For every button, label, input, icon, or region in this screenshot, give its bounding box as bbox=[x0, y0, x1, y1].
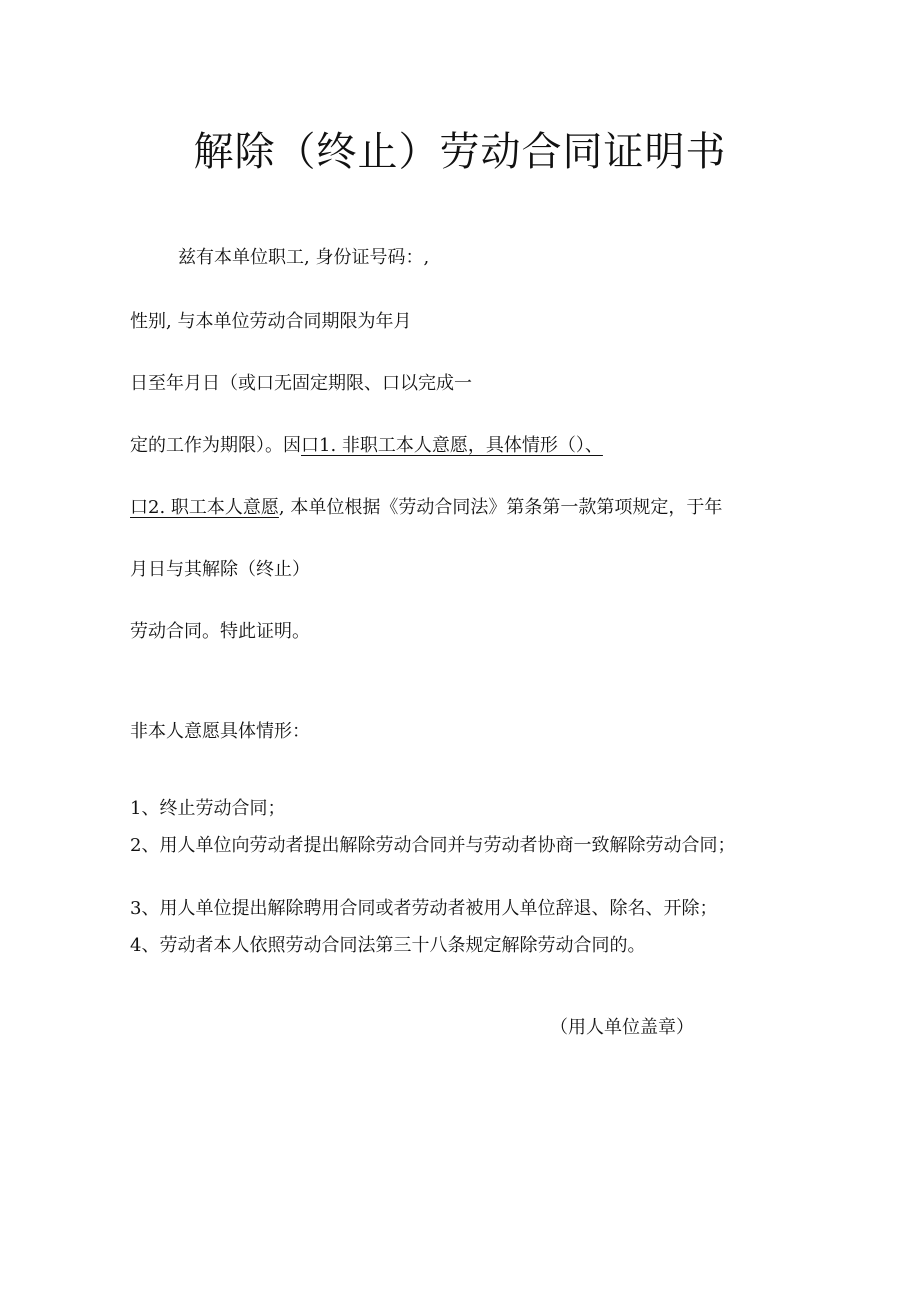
situation-item-3: 3、用人单位提出解除聘用合同或者劳动者被用人单位辞退、除名、开除； bbox=[130, 898, 718, 919]
situation-item-4: 4、劳动者本人依照劳动合同法第三十八条规定解除劳动合同的。 bbox=[130, 935, 646, 956]
body-line-4-text: 定的工作为期限）。因 bbox=[130, 435, 301, 456]
situation-item-2: 2、用人单位向劳动者提出解除劳动合同并与劳动者协商一致解除劳动合同； bbox=[130, 835, 736, 856]
body-line-6: 月日与其解除（终止） bbox=[130, 559, 310, 580]
body-line-2: 性别, 与本单位劳动合同期限为年月 bbox=[130, 311, 412, 332]
seal-note: （用人单位盖章） bbox=[550, 1017, 694, 1038]
body-line-1: 兹有本单位职工, 身份证号码：, bbox=[178, 247, 430, 268]
situation-item-1: 1、终止劳动合同； bbox=[130, 798, 286, 819]
option-voluntary: 口2. 职工本人意愿 bbox=[130, 497, 279, 518]
body-line-5 bbox=[130, 496, 722, 520]
document-title: 解除（终止）劳动合同证明书 bbox=[193, 129, 727, 175]
body-line-3: 日至年月日（或口无固定期限、口以完成一 bbox=[130, 373, 472, 394]
situations-heading: 非本人意愿具体情形： bbox=[130, 721, 310, 742]
body-line-7: 劳动合同。特此证明。 bbox=[130, 621, 310, 642]
body-line-5-text: , 本单位根据《劳动合同法》第条第一款第项规定，于年 bbox=[278, 497, 723, 518]
body-line-4 bbox=[130, 434, 603, 458]
option-non-voluntary: 口1. 非职工本人意愿，具体情形（）、 bbox=[301, 435, 603, 456]
